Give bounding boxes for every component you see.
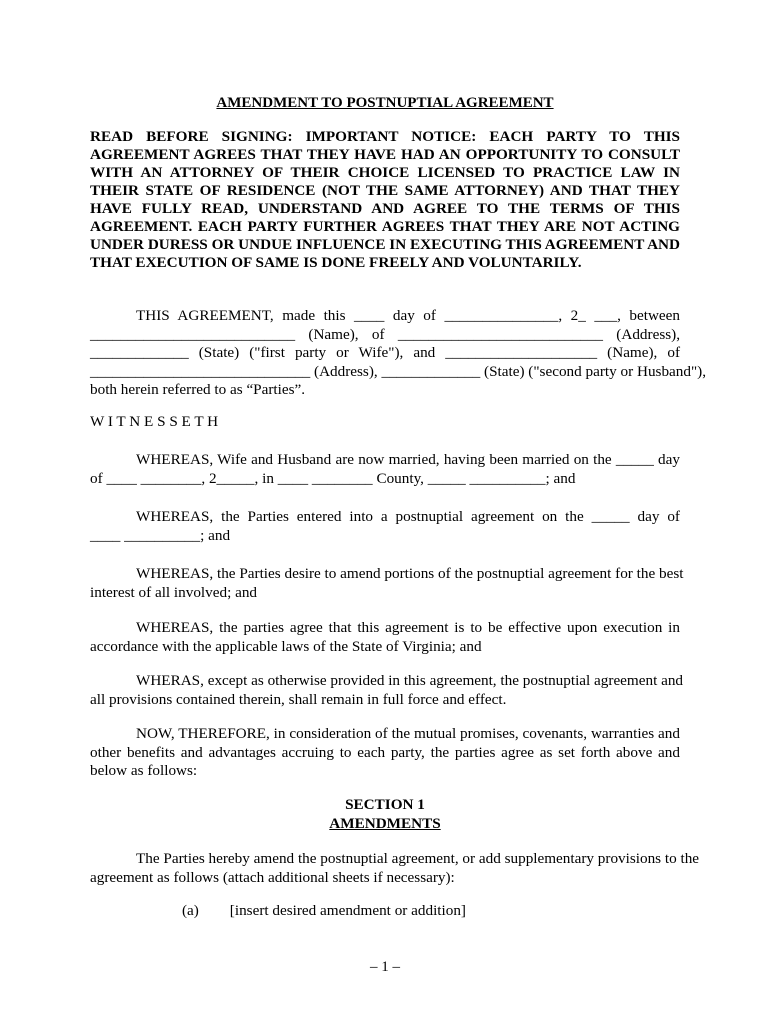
agreement-line: _____________ (State) ("first party or Wife"), and ____________________ (Name), of [90, 344, 680, 362]
whereas-desire-paragraph [90, 565, 684, 602]
item-label: (a) [182, 902, 199, 919]
section-number: SECTION 1 [345, 796, 425, 813]
agreement-line: both herein referred to as “Parties”. [90, 381, 306, 399]
whereas-line: ____ __________; and [90, 526, 231, 544]
notice-line: AGREEMENT. EACH PARTY FURTHER AGREES THAT THEY ARE NOT ACTING [90, 218, 680, 235]
whereas-married-paragraph [90, 451, 680, 488]
page-number: – 1 – [370, 959, 400, 975]
item-text: [insert desired amendment or addition] [229, 902, 466, 919]
amend-line: agreement as follows (attach additional sheets if necessary): [90, 868, 455, 886]
amendment-item [182, 902, 466, 921]
whereas-line: all provisions contained therein, shall remain in full force and effect. [90, 690, 507, 708]
now-therefore-line: other benefits and advantages accruing to each party, the parties agree as set forth above and [90, 743, 680, 761]
notice-line: WITH AN ATTORNEY OF THEIR CHOICE LICENSED TO PRACTICE LAW IN [90, 164, 680, 181]
wheras-except-paragraph [90, 672, 684, 709]
document-title: AMENDMENT TO POSTNUPTIAL AGREEMENT [216, 95, 554, 111]
notice-line: THAT EXECUTION OF SAME IS DONE FREELY AND VOLUNTARILY. [90, 254, 582, 271]
witnesseth-heading: W I T N E S S E T H [90, 413, 219, 430]
whereas-line: WHEREAS, the Parties desire to amend portions of the postnuptial agreement for the best [136, 565, 684, 582]
agreement-paragraph [90, 307, 707, 400]
whereas-line: interest of all involved; and [90, 583, 258, 601]
now-therefore-line: below as follows: [90, 762, 198, 780]
agreement-line: THIS AGREEMENT, made this ____ day of _______________, 2_ ___, between [136, 307, 680, 324]
notice-line: UNDER DURESS OR UNDUE INFLUENCE IN EXECUTING THIS AGREEMENT AND [90, 236, 680, 253]
amend-line: The Parties hereby amend the postnuptial agreement, or add supplementary provisions to the [136, 850, 700, 867]
section-title [0, 815, 770, 834]
whereas-line: WHEREAS, the parties agree that this agreement is to be effective upon execution in [136, 619, 680, 636]
whereas-line: WHEREAS, Wife and Husband are now married, having been married on the _____ day [136, 451, 680, 468]
now-therefore-paragraph [90, 725, 680, 781]
whereas-line: WHERAS, except as otherwise provided in this agreement, the postnuptial agreement and [136, 672, 684, 689]
whereas-line: WHEREAS, the Parties entered into a postnuptial agreement on the _____ day of [136, 508, 680, 525]
important-notice [90, 128, 680, 272]
whereas-effective-paragraph [90, 619, 680, 656]
notice-line: AGREEMENT AGREES THAT THEY HAVE HAD AN OPPORTUNITY TO CONSULT [90, 146, 680, 163]
amendments-paragraph [90, 850, 700, 887]
now-therefore-line: NOW, THEREFORE, in consideration of the mutual promises, covenants, warranties and [136, 725, 680, 742]
notice-line: READ BEFORE SIGNING: IMPORTANT NOTICE: EACH PARTY TO THIS [90, 128, 680, 145]
whereas-line: of ____ ________, 2_____, in ____ ________ County, _____ __________; and [90, 469, 576, 487]
section-title-text: AMENDMENTS [329, 815, 441, 832]
notice-line: HAVE FULLY READ, UNDERSTAND AND AGREE TO THE TERMS OF THIS [90, 200, 680, 217]
agreement-line: _____________________________ (Address), _____________ (State) ("second party or Husband"), [90, 362, 707, 380]
notice-line: THEIR STATE OF RESIDENCE (NOT THE SAME ATTORNEY) AND THAT THEY [90, 182, 680, 199]
whereas-line: accordance with the applicable laws of the State of Virginia; and [90, 637, 482, 655]
agreement-line: ___________________________ (Name), of ___________________________ (Address), [90, 325, 680, 343]
whereas-entered-paragraph [90, 508, 680, 545]
